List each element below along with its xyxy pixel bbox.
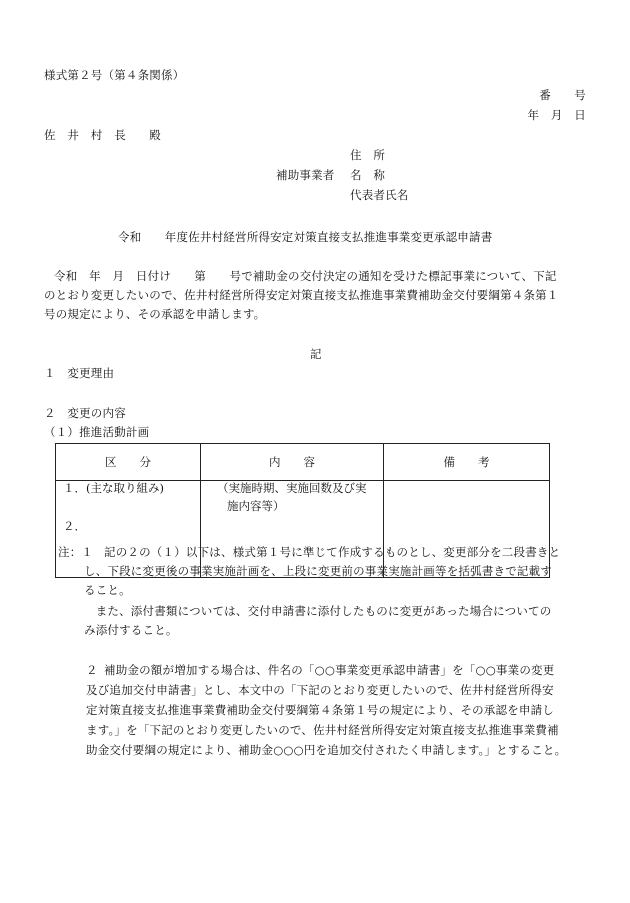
table-header-content: 内 容 xyxy=(201,444,384,481)
category-item-1: １．(主な取り組み) xyxy=(63,481,164,495)
note-2-line-2: 及び追加交付申請書」とし、本文中の「下記のとおり変更したいので、佐井村経営所得安 xyxy=(86,683,554,697)
note-2-line-3: 定対策直接支払推進事業費補助金交付要綱第４条第１号の規定により、その承認を申請し xyxy=(86,703,554,717)
subsection-heading: （１）推進活動計画 xyxy=(44,425,150,439)
table-header-remarks: 備 考 xyxy=(384,444,550,481)
note-1-line-4: また、添付書類については、交付申請書に添付したものに変更があった場合についての xyxy=(84,604,552,618)
note-2-line-1: 補助金の額が増加する場合は、件名の「○○事業変更承認申請書」を「○○事業の変更 xyxy=(104,663,555,677)
body-line-1: 令和 年 月 日付け 第 号で補助金の交付決定の通知を受けた標記事業について、下記 xyxy=(54,269,557,283)
note-1-line-1: 記の２の（１）以下は、様式第１号に準じて作成するものとし、変更部分を二段書きと xyxy=(104,545,561,559)
note-1-line-2: し、下段に変更後の事業実施計画を、上段に変更前の事業実施計画等を括弧書きで記載す xyxy=(84,564,552,578)
applicant-address-label: 住 所 xyxy=(350,148,386,162)
note-1-line-3: ること。 xyxy=(84,583,131,597)
number-label: 番 号 xyxy=(539,88,586,102)
category-item-2: ２． xyxy=(63,519,86,533)
addressee: 佐 井 村 長 殿 xyxy=(44,128,161,142)
form-label: 様式第２号（第４条関係） xyxy=(44,68,185,82)
section-2-heading: ２ 変更の内容 xyxy=(44,406,126,420)
content-line-2: 施内容等） xyxy=(227,499,285,513)
note-prefix: 注：１ xyxy=(58,545,94,559)
date-label: 年 月 日 xyxy=(527,108,586,122)
note-2-number: ２ xyxy=(86,663,98,677)
body-line-3: 号の規定により、その承認を申請します。 xyxy=(44,307,266,321)
table-header-category: 区 分 xyxy=(56,444,201,481)
document-title: 令和 年度佐井村経営所得安定対策直接支払推進事業変更承認申請書 xyxy=(118,230,493,244)
body-line-2: のとおり変更したいので、佐井村経営所得安定対策直接支払推進事業費補助金交付要綱第４条第１ xyxy=(44,288,559,302)
section-1-heading: １ 変更理由 xyxy=(44,366,115,380)
ki-heading: 記 xyxy=(310,347,322,361)
note-2-line-4: ます。」を「下記のとおり変更したいので、佐井村経営所得安定対策直接支払推進事業費補 xyxy=(86,723,559,737)
applicant-name-label: 名 称 xyxy=(350,168,386,182)
applicant-rep-label: 代表者氏名 xyxy=(350,188,409,202)
table-header-row xyxy=(56,444,550,481)
applicant-role: 補助事業者 xyxy=(276,168,335,182)
note-2-line-5: 助金交付要綱の規定により、補助金○○○円を追加交付されたく申請します。」とすること。 xyxy=(86,743,567,757)
content-line-1: （実施時期、実施回数及び実 xyxy=(217,481,367,495)
note-1-line-5: み添付すること。 xyxy=(84,623,178,637)
